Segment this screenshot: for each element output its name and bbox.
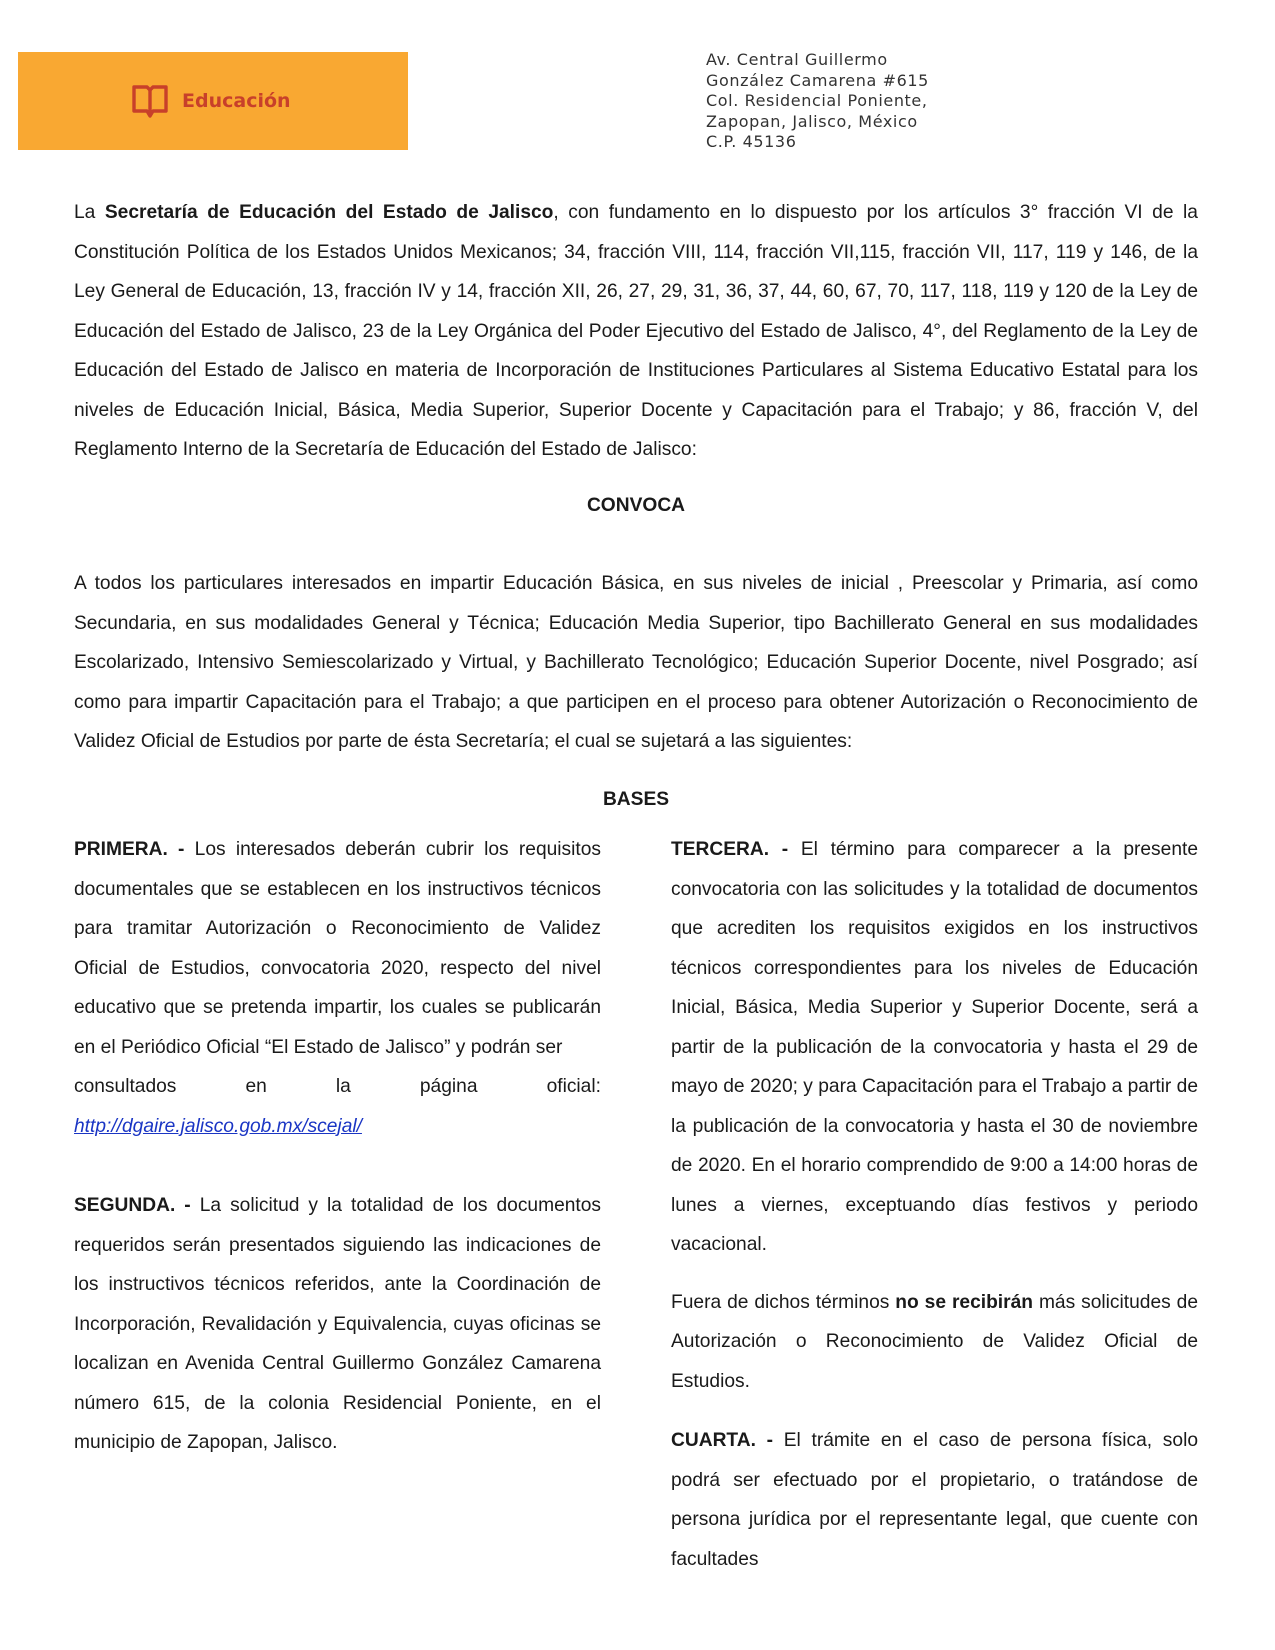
primera-last-line: [74, 1067, 601, 1107]
cuarta-paragraph: [671, 1421, 1198, 1579]
intro-text: , con fundamento en lo dispuesto por los artículos 3° fracción VI de la Constitución Política de los Estados Unidos Mexicanos; 34, fracción VIII, 114, fracción VII,115, fracción VII, 117, 119 y 146, de la Ley General de Educación, 13, fracción IV y 14, fracción XII, 26, 27, 29, 31, 36, 37, 44, 60, 67, 70, 117, 118, 119 y 120 de la Ley de Educación del Estado de Jalisco, 23 de la Ley Orgánica del Poder Ejecutivo del Estado de Jalisco, 4°, del Reglamento de la Ley de Educación del Estado de Jalisco en materia de Incorporación de Instituciones Particulares al Sistema Educativo Estatal para los niveles de Educación Inicial, Básica, Media Superior, Superior Docente y Capacitación para el Trabajo; y 86, fracción V, del Reglamento Interno de la Secretaría de Educación del Estado de Jalisco:: [74, 202, 1198, 460]
left-column: [74, 830, 601, 1579]
segunda-text: La solicitud y la totalidad de los documentos requeridos serán presentados siguiendo las indicaciones de los instructivos técnicos referidos, ante la Coordinación de Incorporación, Revalidación y Equivalencia, cuyas oficinas se localizan en Avenida Central Guillermo González Camarena número 615, de la colonia Residencial Poniente, en el municipio de Zapopan, Jalisco.: [74, 1195, 602, 1453]
word: oficial:: [546, 1076, 601, 1097]
primera-paragraph: [74, 830, 601, 1067]
fuera-prefix: Fuera de dichos términos: [671, 1291, 896, 1313]
book-icon: [130, 81, 170, 121]
word: consultados: [74, 1076, 177, 1097]
cuarta-text: El trámite en el caso de persona física, solo podrá ser efectuado por el propietario, o tratándose de persona jurídica por el representante legal, que cuente con facultades: [671, 1430, 1198, 1570]
cuarta-label: CUARTA. -: [671, 1430, 774, 1451]
primera-link-line: [74, 1107, 601, 1147]
logo-label: Educación: [182, 90, 291, 112]
address-line: Col. Residencial Poniente,: [706, 91, 928, 110]
document-body: [74, 193, 1198, 1579]
intro-paragraph: [74, 193, 1198, 470]
word: en: [245, 1076, 267, 1097]
primera-text: Los interesados deberán cubrir los requisitos documentales que se establecen en los instructivos técnicos para tramitar Autorización o Reconocimiento de Validez Oficial de Estudios, convocatoria 2020, respecto del nivel educativo que se pretenda impartir, los cuales se publicarán en el Periódico Oficial “El Estado de Jalisco” y podrán ser: [74, 839, 601, 1058]
intro-entity: Secretaría de Educación del Estado de Jalisco: [104, 202, 554, 223]
tercera-label: TERCERA. -: [671, 839, 789, 860]
fuera-suffix: más solicitudes de Autorización o Reconocimiento de Validez Oficial de Estudios.: [671, 1291, 1199, 1392]
official-page-link[interactable]: http://dgaire.jalisco.gob.mx/scejal/: [74, 1115, 362, 1137]
intro-prefix: La: [74, 202, 105, 223]
bases-heading: BASES: [602, 788, 670, 810]
address-line: González Camarena #615: [706, 70, 929, 90]
fuera-bold: no se recibirán: [895, 1291, 1033, 1313]
primera-label: PRIMERA. -: [74, 839, 185, 860]
segunda-label: SEGUNDA. -: [74, 1195, 191, 1216]
segunda-paragraph: [74, 1186, 601, 1463]
word: página: [419, 1076, 478, 1097]
address-line: Zapopan, Jalisco, México: [706, 111, 918, 131]
address-line: Av. Central Guillermo: [706, 50, 888, 69]
word: la: [335, 1076, 351, 1097]
bases-columns: [74, 830, 1198, 1579]
fuera-paragraph: [671, 1283, 1198, 1402]
convoca-heading: CONVOCA: [586, 494, 686, 516]
tercera-text: El término para comparecer a la presente convocatoria con las solicitudes y la totalidad de documentos que acrediten los requisitos exigidos en los instructivos técnicos correspondientes para los niveles de Educación Inicial, Básica, Media Superior y Superior Docente, será a partir de la publicación de la convocatoria y hasta el 29 de mayo de 2020; y para Capacitación para el Trabajo a partir de la publicación de la convocatoria y hasta el 30 de noviembre de 2020. En el horario comprendido de 9:00 a 14:00 horas de lunes a viernes, exceptuando días festivos y periodo vacacional.: [671, 839, 1198, 1255]
right-column: [671, 830, 1198, 1579]
header-banner: [18, 52, 408, 150]
address-block: [706, 50, 1036, 153]
convoca-paragraph: A todos los particulares interesados en impartir Educación Básica, en sus niveles de inicial , Preescolar y Primaria, así como Secundaria, en sus modalidades General y Técnica; Educación Media Superior, tipo Bachillerato General en sus modalidades Escolarizado, Intensivo Semiescolarizado y Virtual, y Bachillerato Tecnológico; Educación Superior Docente, nivel Posgrado; así como para impartir Capacitación para el Trabajo; a que participen en el proceso para obtener Autorización o Reconocimiento de Validez Oficial de Estudios por parte de ésta Secretaría; el cual se sujetará a las siguientes:: [74, 573, 1198, 752]
address-line: C.P. 45136: [706, 132, 797, 151]
tercera-paragraph: [671, 830, 1198, 1265]
